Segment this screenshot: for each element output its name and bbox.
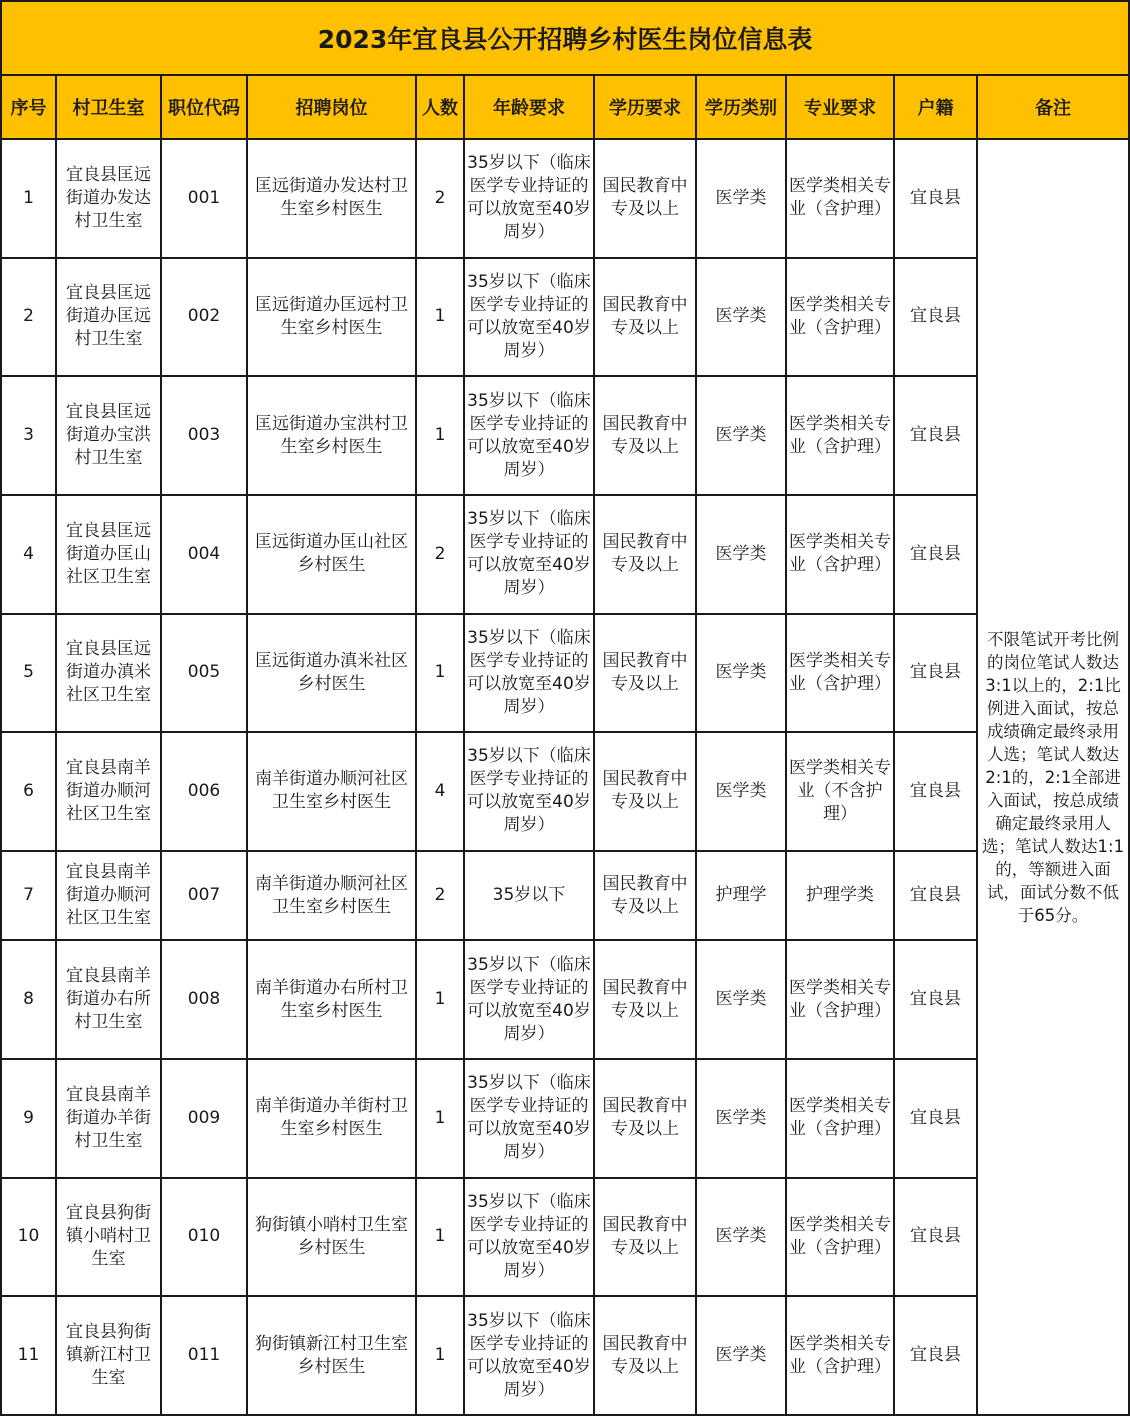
cell-major: 护理学类	[786, 851, 894, 941]
cell-no: 10	[1, 1178, 56, 1297]
cell-clinic: 宜良县匡远街道办宝洪村卫生室	[56, 376, 161, 495]
cell-no: 9	[1, 1059, 56, 1178]
cell-major: 医学类相关专业（含护理）	[786, 1296, 894, 1415]
cell-count: 1	[416, 1178, 464, 1297]
cell-hukou: 宜良县	[894, 940, 977, 1059]
cell-count: 1	[416, 1296, 464, 1415]
table-row	[1, 139, 1129, 258]
cell-major: 医学类相关专业（含护理）	[786, 614, 894, 733]
cell-edu-type: 医学类	[696, 495, 786, 614]
cell-code: 008	[161, 940, 247, 1059]
cell-age: 35岁以下（临床医学专业持证的可以放宽至40岁周岁）	[464, 732, 594, 851]
cell-edu-type: 医学类	[696, 614, 786, 733]
table-row	[1, 1059, 1129, 1178]
table-row	[1, 495, 1129, 614]
cell-code: 004	[161, 495, 247, 614]
cell-clinic: 宜良县南羊街道办右所村卫生室	[56, 940, 161, 1059]
cell-edu: 国民教育中专及以上	[594, 139, 696, 258]
cell-edu-type: 医学类	[696, 1059, 786, 1178]
cell-edu-type: 医学类	[696, 376, 786, 495]
cell-clinic: 宜良县南羊街道办顺河社区卫生室	[56, 732, 161, 851]
cell-clinic: 宜良县狗街镇小哨村卫生室	[56, 1178, 161, 1297]
cell-no: 2	[1, 258, 56, 377]
header-row	[1, 75, 1129, 139]
cell-post: 匡远街道办滇米社区乡村医生	[247, 614, 416, 733]
cell-post: 南羊街道办顺河社区卫生室乡村医生	[247, 732, 416, 851]
cell-edu-type: 医学类	[696, 1178, 786, 1297]
cell-major: 医学类相关专业（含护理）	[786, 940, 894, 1059]
remark-cell: 不限笔试开考比例的岗位笔试人数达3:1以上的，2:1比例进入面试，按总成绩确定最终录用人选；笔试人数达2:1的，2:1全部进入面试，按总成绩确定最终录用人选；笔试人数达1:1的，等额进入面试，面试分数不低于65分。	[977, 139, 1129, 1415]
cell-edu: 国民教育中专及以上	[594, 258, 696, 377]
table-row	[1, 614, 1129, 733]
cell-hukou: 宜良县	[894, 1178, 977, 1297]
cell-edu: 国民教育中专及以上	[594, 1296, 696, 1415]
cell-edu: 国民教育中专及以上	[594, 851, 696, 941]
cell-count: 1	[416, 376, 464, 495]
cell-count: 2	[416, 851, 464, 941]
table-row	[1, 1178, 1129, 1297]
cell-no: 8	[1, 940, 56, 1059]
cell-clinic: 宜良县南羊街道办羊街村卫生室	[56, 1059, 161, 1178]
table-row	[1, 940, 1129, 1059]
cell-hukou: 宜良县	[894, 1059, 977, 1178]
cell-post: 狗街镇小哨村卫生室乡村医生	[247, 1178, 416, 1297]
cell-clinic: 宜良县匡远街道办发达村卫生室	[56, 139, 161, 258]
table-row	[1, 376, 1129, 495]
table-row	[1, 851, 1129, 941]
cell-count: 1	[416, 1059, 464, 1178]
cell-age: 35岁以下（临床医学专业持证的可以放宽至40岁周岁）	[464, 1178, 594, 1297]
cell-age: 35岁以下（临床医学专业持证的可以放宽至40岁周岁）	[464, 940, 594, 1059]
cell-clinic: 宜良县匡远街道办匡山社区卫生室	[56, 495, 161, 614]
table-row	[1, 1296, 1129, 1415]
cell-edu-type: 医学类	[696, 940, 786, 1059]
cell-edu: 国民教育中专及以上	[594, 495, 696, 614]
cell-post: 匡远街道办匡远村卫生室乡村医生	[247, 258, 416, 377]
table-title: 2023年宜良县公开招聘乡村医生岗位信息表	[1, 1, 1129, 75]
cell-code: 010	[161, 1178, 247, 1297]
cell-edu-type: 医学类	[696, 258, 786, 377]
cell-edu: 国民教育中专及以上	[594, 732, 696, 851]
cell-age: 35岁以下（临床医学专业持证的可以放宽至40岁周岁）	[464, 495, 594, 614]
cell-edu: 国民教育中专及以上	[594, 1178, 696, 1297]
cell-edu-type: 医学类	[696, 1296, 786, 1415]
cell-age: 35岁以下（临床医学专业持证的可以放宽至40岁周岁）	[464, 139, 594, 258]
cell-major: 医学类相关专业（含护理）	[786, 1059, 894, 1178]
cell-hukou: 宜良县	[894, 732, 977, 851]
header-hukou: 户籍	[894, 75, 977, 139]
cell-hukou: 宜良县	[894, 495, 977, 614]
cell-edu-type: 医学类	[696, 732, 786, 851]
cell-major: 医学类相关专业（含护理）	[786, 495, 894, 614]
header-edu-type: 学历类别	[696, 75, 786, 139]
cell-no: 5	[1, 614, 56, 733]
cell-edu-type: 护理学	[696, 851, 786, 941]
cell-major: 医学类相关专业（含护理）	[786, 376, 894, 495]
cell-age: 35岁以下（临床医学专业持证的可以放宽至40岁周岁）	[464, 258, 594, 377]
cell-count: 2	[416, 139, 464, 258]
cell-post: 匡远街道办发达村卫生室乡村医生	[247, 139, 416, 258]
header-code: 职位代码	[161, 75, 247, 139]
cell-hukou: 宜良县	[894, 376, 977, 495]
cell-post: 匡远街道办匡山社区乡村医生	[247, 495, 416, 614]
cell-no: 6	[1, 732, 56, 851]
cell-no: 3	[1, 376, 56, 495]
cell-code: 006	[161, 732, 247, 851]
cell-count: 4	[416, 732, 464, 851]
table-row	[1, 258, 1129, 377]
cell-major: 医学类相关专业（含护理）	[786, 258, 894, 377]
cell-major: 医学类相关专业（含护理）	[786, 1178, 894, 1297]
cell-post: 南羊街道办顺河社区卫生室乡村医生	[247, 851, 416, 941]
cell-major: 医学类相关专业（含护理）	[786, 139, 894, 258]
cell-count: 1	[416, 258, 464, 377]
cell-age: 35岁以下	[464, 851, 594, 941]
cell-post: 南羊街道办羊街村卫生室乡村医生	[247, 1059, 416, 1178]
cell-post: 匡远街道办宝洪村卫生室乡村医生	[247, 376, 416, 495]
header-no: 序号	[1, 75, 56, 139]
cell-age: 35岁以下（临床医学专业持证的可以放宽至40岁周岁）	[464, 1296, 594, 1415]
header-remark: 备注	[977, 75, 1129, 139]
cell-count: 1	[416, 940, 464, 1059]
cell-hukou: 宜良县	[894, 1296, 977, 1415]
cell-edu: 国民教育中专及以上	[594, 376, 696, 495]
header-age: 年龄要求	[464, 75, 594, 139]
cell-hukou: 宜良县	[894, 139, 977, 258]
cell-edu-type: 医学类	[696, 139, 786, 258]
cell-post: 狗街镇新江村卫生室乡村医生	[247, 1296, 416, 1415]
cell-no: 7	[1, 851, 56, 941]
cell-post: 南羊街道办右所村卫生室乡村医生	[247, 940, 416, 1059]
cell-clinic: 宜良县南羊街道办顺河社区卫生室	[56, 851, 161, 941]
cell-no: 11	[1, 1296, 56, 1415]
cell-code: 007	[161, 851, 247, 941]
cell-hukou: 宜良县	[894, 614, 977, 733]
cell-edu: 国民教育中专及以上	[594, 1059, 696, 1178]
header-post: 招聘岗位	[247, 75, 416, 139]
table-row	[1, 732, 1129, 851]
cell-edu: 国民教育中专及以上	[594, 940, 696, 1059]
cell-clinic: 宜良县匡远街道办滇米社区卫生室	[56, 614, 161, 733]
header-edu: 学历要求	[594, 75, 696, 139]
cell-hukou: 宜良县	[894, 258, 977, 377]
cell-age: 35岁以下（临床医学专业持证的可以放宽至40岁周岁）	[464, 614, 594, 733]
cell-clinic: 宜良县狗街镇新江村卫生室	[56, 1296, 161, 1415]
header-clinic: 村卫生室	[56, 75, 161, 139]
cell-count: 2	[416, 495, 464, 614]
header-count: 人数	[416, 75, 464, 139]
cell-clinic: 宜良县匡远街道办匡远村卫生室	[56, 258, 161, 377]
cell-age: 35岁以下（临床医学专业持证的可以放宽至40岁周岁）	[464, 376, 594, 495]
cell-code: 001	[161, 139, 247, 258]
cell-code: 009	[161, 1059, 247, 1178]
table-body	[1, 139, 1129, 1415]
cell-edu: 国民教育中专及以上	[594, 614, 696, 733]
cell-code: 005	[161, 614, 247, 733]
header-major: 专业要求	[786, 75, 894, 139]
cell-code: 003	[161, 376, 247, 495]
cell-age: 35岁以下（临床医学专业持证的可以放宽至40岁周岁）	[464, 1059, 594, 1178]
cell-code: 011	[161, 1296, 247, 1415]
cell-code: 002	[161, 258, 247, 377]
cell-major: 医学类相关专业（不含护理）	[786, 732, 894, 851]
cell-hukou: 宜良县	[894, 851, 977, 941]
cell-no: 1	[1, 139, 56, 258]
cell-count: 1	[416, 614, 464, 733]
cell-no: 4	[1, 495, 56, 614]
